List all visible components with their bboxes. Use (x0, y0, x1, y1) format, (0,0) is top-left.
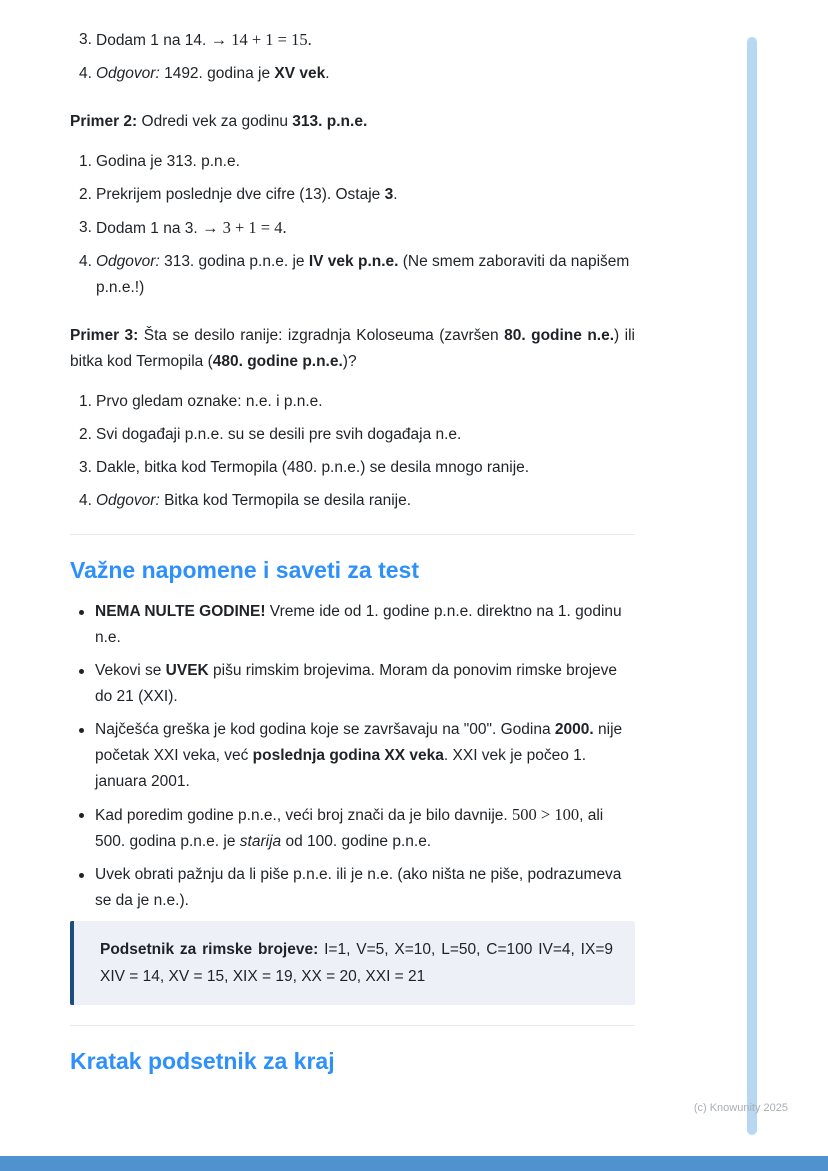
list-item (79, 149, 635, 175)
primer1-steps-list (79, 27, 635, 87)
list-item (79, 658, 635, 710)
list-item-text (96, 215, 635, 242)
section-heading-notes: Važne napomene i saveti za test (70, 557, 419, 583)
text-segment: . XXI vek je počeo 1. januara 2001. (95, 747, 587, 790)
bullet-icon (79, 599, 95, 651)
text-segment: nije početak XXI veka, već (95, 721, 623, 764)
bullet-icon (79, 717, 95, 795)
section-heading-end: Kratak podsetnik za kraj (70, 1048, 335, 1074)
list-item (79, 717, 635, 795)
text-segment: 80. godine n.e. (504, 327, 615, 344)
text-segment: )? (342, 353, 357, 370)
text-segment: starija (239, 833, 282, 850)
text-segment: 1492. godina je (159, 65, 275, 82)
list-item-text (96, 389, 635, 415)
text-segment: NEMA NULTE GODINE! (95, 603, 266, 620)
text-segment: Odgovor: (96, 253, 160, 270)
list-item-text (96, 422, 635, 448)
text-segment: Vreme ide od 1. godine p.n.e. direktno na 1. godinu n.e. (95, 603, 622, 646)
list-item-number: 3. (79, 219, 92, 236)
list-item-number: 1. (79, 393, 92, 410)
primer3-paragraph (70, 323, 635, 375)
section-divider (70, 534, 635, 535)
bullet-icon (79, 802, 95, 855)
bullet-icon (79, 658, 95, 710)
list-item (79, 215, 635, 242)
list-item (79, 422, 635, 448)
text-segment: Svi događaji p.n.e. su se desili pre svih događaja n.e. (96, 426, 462, 443)
text-segment: 313. godina p.n.e. je (159, 253, 309, 270)
text-segment: Odgovor: (96, 492, 160, 509)
text-segment: 2000. (554, 721, 594, 738)
text-segment: Godina je 313. p.n.e. (96, 153, 240, 170)
list-item-text (96, 149, 635, 175)
list-item-text (96, 455, 635, 481)
text-segment: → 14 + 1 = 15. (210, 30, 312, 49)
list-item-text (95, 802, 635, 855)
list-item-text (96, 488, 635, 514)
text-segment: Najčešća greška je kod godina koje se završavaju na "00". Godina (95, 721, 555, 738)
text-segment: pišu rimskim brojevima. Moram da ponovim rimske brojeve do 21 (XXI). (95, 662, 618, 705)
text-segment: poslednja godina XX veka (252, 747, 444, 764)
list-item-text (95, 658, 635, 710)
text-segment: Dodam 1 na 14. (96, 32, 211, 49)
text-segment: od 100. godine p.n.e. (281, 833, 432, 850)
list-item-text (96, 27, 635, 54)
list-item-number: 4. (79, 492, 92, 509)
text-segment: Uvek obrati pažnju da li piše p.n.e. ili je n.e. (ako ništa ne piše, podrazumeva se da je n.e.). (95, 866, 622, 909)
text-segment: XV vek (274, 65, 326, 82)
text-segment: Podsetnik za rimske brojeve: (100, 941, 319, 958)
list-item-number: 4. (79, 65, 92, 82)
primer2-paragraph (70, 109, 635, 135)
text-segment: Primer 2: (70, 113, 138, 130)
text-segment: . (393, 186, 398, 203)
list-item-text (95, 599, 635, 651)
list-item-text (95, 862, 635, 914)
text-segment: 313. p.n.e. (292, 113, 368, 130)
text-segment: Dakle, bitka kod Termopila (480. p.n.e.) se desila mnogo ranije. (96, 459, 530, 476)
text-segment: 500 > 100 (512, 805, 580, 824)
list-item-number: 1. (79, 153, 92, 170)
list-item (79, 455, 635, 481)
copyright-credit: (c) Knowunity 2025 (693, 1102, 788, 1114)
primer2-steps-list (79, 149, 635, 301)
list-item-number: 3. (79, 31, 92, 48)
text-segment: Odredi vek za godinu (137, 113, 293, 130)
list-item-number: 3. (79, 459, 92, 476)
text-segment: Odgovor: (96, 65, 160, 82)
text-segment: → 3 + 1 = 4. (201, 218, 287, 237)
text-segment: Kad poredim godine p.n.e., veći broj znači da je bilo davnije. (95, 807, 513, 824)
text-segment: ) ili bitka kod Termopila ( (70, 327, 635, 370)
list-item (79, 27, 635, 54)
text-segment: Dodam 1 na 3. (96, 220, 202, 237)
section-divider (70, 1025, 635, 1026)
list-item (79, 599, 635, 651)
text-segment: 3 (384, 186, 394, 203)
text-segment: . (325, 65, 330, 82)
list-item-text (96, 182, 635, 208)
text-segment: Primer 3: (70, 327, 139, 344)
list-item-text (95, 717, 635, 795)
text-segment: Vekovi se (95, 662, 166, 679)
scrollbar[interactable] (747, 37, 757, 1135)
text-segment: Prvo gledam oznake: n.e. i p.n.e. (96, 393, 323, 410)
text-segment: Bitka kod Termopila se desila ranije. (159, 492, 412, 509)
text-segment: Šta se desilo ranije: izgradnja Koloseuma (završen (138, 327, 505, 344)
list-item-number: 4. (79, 253, 92, 270)
list-item-number: 2. (79, 426, 92, 443)
text-segment: Prekrijem poslednje dve cifre (13). Ostaje (96, 186, 385, 203)
list-item-number: 2. (79, 186, 92, 203)
list-item (79, 389, 635, 415)
text-segment: IV vek p.n.e. (308, 253, 399, 270)
notes-bullet-list (79, 599, 635, 914)
text-segment: 480. godine p.n.e. (212, 353, 343, 370)
list-item-text (96, 61, 635, 87)
text-segment: I=1, V=5, X=10, L=50, C=100 IV=4, IX=9 XIV = 14, XV = 15, XIX = 19, XX = 20, XXI = 21 (100, 941, 613, 985)
list-item (79, 802, 635, 855)
list-item-text (96, 249, 635, 301)
primer3-steps-list (79, 389, 635, 514)
list-item (79, 488, 635, 514)
list-item (79, 249, 635, 301)
page-bottom-bar (0, 1156, 828, 1171)
bullet-icon (79, 862, 95, 914)
text-segment: UVEK (165, 662, 209, 679)
roman-numerals-callout (70, 921, 635, 1005)
list-item (79, 182, 635, 208)
text-segment: , ali 500. godina p.n.e. je (95, 807, 604, 850)
list-item (79, 61, 635, 87)
list-item (79, 862, 635, 914)
text-segment: (Ne smem zaboraviti da napišem p.n.e.!) (96, 253, 630, 296)
